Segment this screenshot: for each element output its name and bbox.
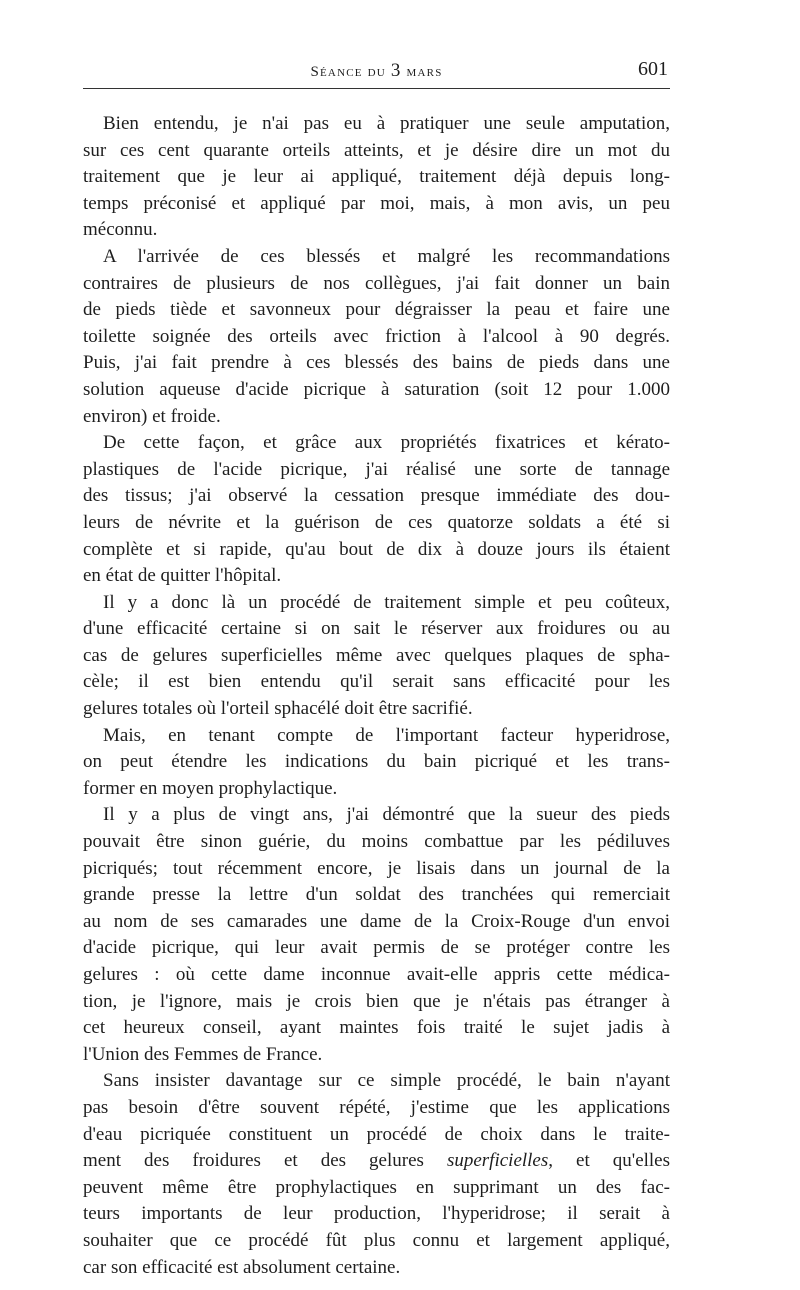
text-line: complète et si rapide, qu'au bout de dix à douze jours ils étaient [83, 538, 670, 560]
text-line: d'acide picrique, qui leur avait permis de se protéger contre les [83, 937, 670, 959]
running-header [83, 56, 670, 89]
header-title-part2: mars [401, 64, 443, 80]
text-line: cas de gelures superficielles même avec quelques plaques de spha- [83, 644, 670, 666]
italic-word: superficielles [446, 1150, 549, 1172]
text-line: A l'arrivée de ces blessés et malgré les recommandations [103, 245, 670, 267]
paragraph [83, 1068, 670, 1281]
text-line: souhaiter que ce procédé fût plus connu et largement appliqué, [83, 1229, 670, 1251]
text-line: peuvent même être prophylactiques en supprimant un des fac- [83, 1176, 670, 1198]
text-line: leurs de névrite et la guérison de ces quatorze soldats a été si [83, 511, 670, 533]
text-line: Puis, j'ai fait prendre à ces blessés des bains de pieds dans une [83, 352, 670, 374]
text-line: De cette façon, et grâce aux propriétés fixatrices et kérato- [103, 432, 670, 454]
text-line: contraires de plusieurs de nos collègues, j'ai fait donner un bain [83, 272, 670, 294]
paragraph [83, 723, 670, 803]
text-line: Il y a donc là un procédé de traitement simple et peu coûteux, [103, 591, 670, 613]
text-line: Mais, en tenant compte de l'important facteur hyperidrose, [103, 724, 670, 746]
text-line: de pieds tiède et savonneux pour dégraisser la peau et faire une [83, 299, 670, 321]
text-line: cet heureux conseil, ayant maintes fois traité le sujet jadis à [83, 1017, 670, 1039]
text-line [83, 1148, 670, 1175]
text-line: gelures totales où l'orteil sphacélé doit être sacrifié. [83, 698, 473, 720]
text-line: grande presse la lettre d'un soldat des tranchées qui remerciait [83, 884, 670, 906]
text-line: temps préconisé et appliqué par moi, mais, à mon avis, un peu [83, 192, 670, 214]
paragraph [83, 244, 670, 430]
page-number: 601 [638, 58, 668, 80]
text-line: pas besoin d'être souvent répété, j'estime que les applications [83, 1096, 670, 1118]
text-line: tion, je l'ignore, mais je crois bien que je n'étais pas étranger à [83, 990, 670, 1012]
text-line: picriqués; tout récemment encore, je lisais dans un journal de la [83, 857, 670, 879]
paragraph [83, 590, 670, 723]
header-title-number: 3 [390, 60, 402, 81]
text-line: l'Union des Femmes de France. [83, 1043, 323, 1065]
text-line: Bien entendu, je n'ai pas eu à pratiquer une seule amputation, [103, 113, 670, 134]
text-line: on peut étendre les indications du bain picriqué et les trans- [83, 751, 670, 773]
text-line: toilette soignée des orteils avec friction à l'alcool à 90 degrés. [83, 325, 670, 347]
text-line: gelures : où cette dame inconnue avait-elle appris cette médica- [83, 964, 670, 985]
header-title-part1: Séance du [310, 64, 391, 80]
text-line: Sans insister davantage sur ce simple procédé, le bain n'ayant [103, 1070, 670, 1092]
text-line: d'une efficacité certaine si on sait le réserver aux froidures ou au [83, 618, 670, 640]
text-line: sur ces cent quarante orteils atteints, et je désire dire un mot du [83, 139, 670, 161]
text-line: au nom de ses camarades une dame de la Croix-Rouge d'un envoi [83, 910, 670, 932]
text-fragment: ment des froidures et des gelures [83, 1150, 447, 1172]
text-line: teurs importants de leur production, l'hyperidrose; il serait à [83, 1203, 670, 1225]
text-line: des tissus; j'ai observé la cessation presque immédiate des dou- [83, 485, 670, 507]
text-line: environ) et froide. [83, 405, 221, 427]
text-line: car son efficacité est absolument certaine. [83, 1256, 401, 1278]
paragraph [83, 430, 670, 590]
text-line: solution aqueuse d'acide picrique à saturation (soit 12 pour 1.000 [83, 378, 670, 400]
text-line: Il y a plus de vingt ans, j'ai démontré que la sueur des pieds [103, 804, 670, 826]
text-line: plastiques de l'acide picrique, j'ai réalisé une sorte de tannage [83, 458, 670, 480]
text-line: en état de quitter l'hôpital. [83, 565, 282, 587]
text-line: pouvait être sinon guérie, du moins combattue par les pédiluves [83, 831, 670, 853]
text-fragment: , et qu'elles [548, 1150, 671, 1172]
book-page [83, 56, 670, 1281]
text-line: méconnu. [83, 219, 158, 241]
paragraph [83, 802, 670, 1068]
text-line: cèle; il est bien entendu qu'il serait sans efficacité pour les [83, 671, 670, 693]
header-title [83, 60, 670, 82]
paragraph [83, 111, 670, 244]
text-line: d'eau picriquée constituent un procédé de choix dans le traite- [83, 1123, 670, 1145]
text-line: traitement que je leur ai appliqué, traitement déjà depuis long- [83, 166, 670, 188]
text-line: former en moyen prophylactique. [83, 777, 338, 799]
body-text [83, 111, 670, 1281]
